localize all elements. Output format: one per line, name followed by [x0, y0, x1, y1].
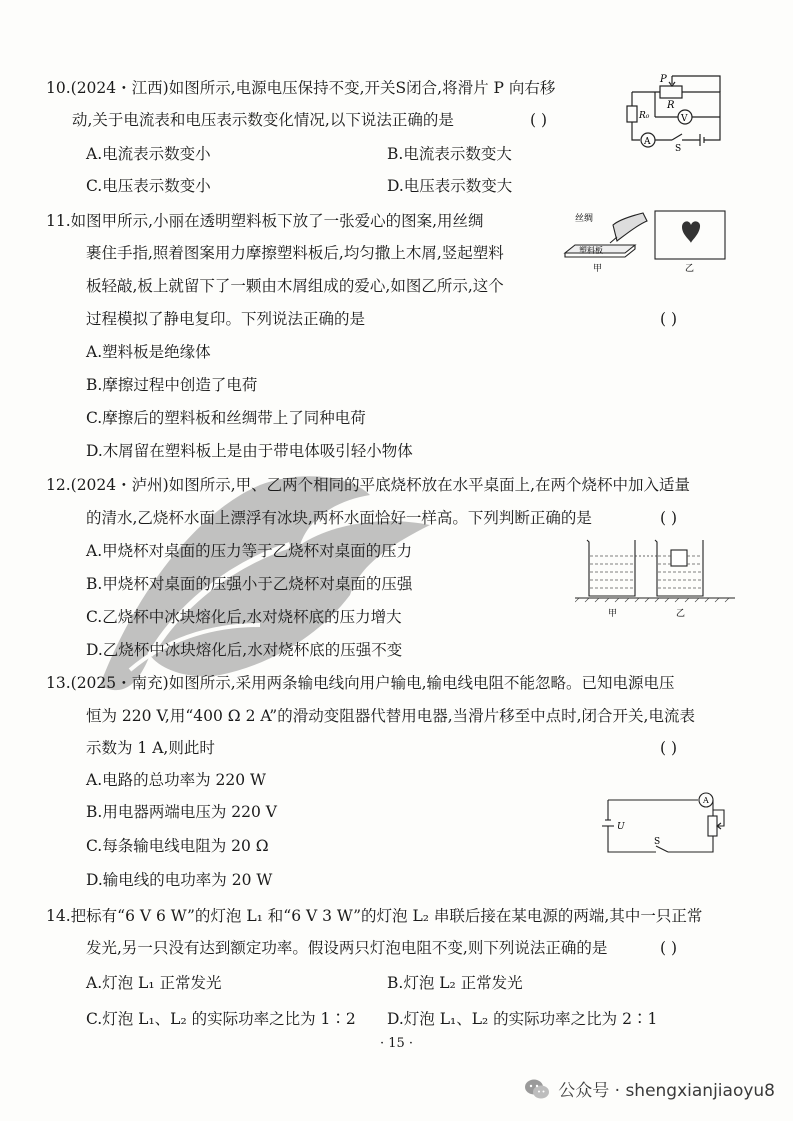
q13-option-c: C.每条输电线电阻为 20 Ω: [86, 837, 269, 855]
q11-stem-line2: 裹住手指,照着图案用力摩擦塑料板后,均匀撒上木屑,竖起塑料: [86, 244, 504, 262]
q11-option-a: A.塑料板是绝缘体: [86, 343, 211, 361]
q11-stem-line1: 11.如图甲所示,小丽在透明塑料板下放了一张爱心的图案,用丝绸: [46, 212, 484, 230]
q10-fig-p-label: P: [660, 74, 667, 85]
q10-option-a: A.电流表示数变小: [86, 145, 211, 163]
q14-option-a: A.灯泡 L₁ 正常发光: [86, 974, 222, 992]
q10-option-d: D.电压表示数变大: [387, 177, 513, 195]
q11-fig-jia-label: 甲: [593, 264, 603, 274]
q14-stem-line1: 14.把标有“6 V 6 W”的灯泡 L₁ 和“6 V 3 W”的灯泡 L₂ 串联后接在某电源的两端,其中一只正常: [46, 907, 703, 925]
q13-stem-line1: 13.(2025・南充)如图所示,采用两条输电线向用户输电,输电线电阻不能忽略。已知电源电压: [46, 674, 675, 692]
q12-option-d: D.乙烧杯中冰块熔化后,水对烧杯底的压强不变: [86, 641, 403, 659]
q10-fig-r-label: R: [667, 100, 675, 111]
page-number: · 15 ·: [379, 1036, 414, 1051]
q10-fig-switch-label: S: [675, 144, 682, 152]
q11-option-b: B.摩擦过程中创造了电荷: [86, 376, 258, 394]
q12-answer-paren: ( ): [660, 509, 678, 527]
q14-option-d: D.灯泡 L₁、L₂ 的实际功率之比为 2∶1: [387, 1010, 658, 1028]
footer-text: 公众号 · shengxianjiaoyu8: [558, 1081, 775, 1101]
q11-fig-board-label: 塑料板: [579, 246, 603, 255]
q11-stem-line3: 板轻敲,板上就留下了一颗由木屑组成的爱心,如图乙所示,这个: [86, 277, 504, 295]
q13-fig-u-label: U: [617, 822, 625, 832]
q11-fig-yi-label: 乙: [685, 264, 695, 274]
q10-answer-paren: ( ): [530, 111, 548, 129]
q11-fig-silk-label: 丝绸: [575, 214, 594, 224]
q13-circuit-figure: [598, 792, 728, 858]
q13-fig-ammeter-label: A: [703, 796, 709, 805]
q10-stem-line1: 10.(2024・江西)如图所示,电源电压保持不变,开关S闭合,将滑片 P 向右移: [46, 79, 556, 97]
q12-option-a: A.甲烧杯对桌面的压力等于乙烧杯对桌面的压力: [86, 542, 413, 560]
wechat-icon: [524, 1078, 550, 1100]
q11-option-c: C.摩擦后的塑料板和丝绸带上了同种电荷: [86, 409, 366, 427]
q13-stem-line3: 示数为 1 A,则此时: [86, 739, 215, 757]
q12-option-c: C.乙烧杯中冰块熔化后,水对烧杯底的压力增大: [86, 608, 402, 626]
q10-stem-line2: 动,关于电流表和电压表示数变化情况,以下说法正确的是: [72, 111, 454, 129]
q14-option-c: C.灯泡 L₁、L₂ 的实际功率之比为 1∶2: [86, 1010, 356, 1028]
q10-fig-r0-label: R₀: [639, 111, 650, 121]
q13-option-d: D.输电线的电功率为 20 W: [86, 871, 273, 889]
q10-circuit-figure: [620, 72, 735, 152]
q12-fig-jia-label: 甲: [608, 609, 618, 619]
q11-figure: [555, 205, 735, 285]
q12-stem-line1: 12.(2024・泸州)如图所示,甲、乙两个相同的平底烧杯放在水平桌面上,在两个烧杯中加入适量: [46, 476, 691, 494]
q13-option-b: B.用电器两端电压为 220 V: [86, 803, 277, 821]
q10-fig-ammeter-label: A: [644, 137, 651, 147]
q10-option-b: B.电流表示数变大: [387, 145, 512, 163]
q11-stem-line4: 过程模拟了静电复印。下列说法正确的是: [86, 310, 366, 328]
q12-option-b: B.甲烧杯对桌面的压强小于乙烧杯对桌面的压强: [86, 575, 413, 593]
q13-answer-paren: ( ): [660, 739, 678, 757]
footer-wechat-account: [524, 1076, 775, 1101]
q13-option-a: A.电路的总功率为 220 W: [86, 771, 266, 789]
q12-fig-yi-label: 乙: [676, 609, 686, 619]
q14-answer-paren: ( ): [660, 939, 678, 957]
q11-option-d: D.木屑留在塑料板上是由于带电体吸引轻小物体: [86, 442, 413, 460]
q12-beakers-figure: [575, 536, 735, 620]
q11-answer-paren: ( ): [660, 310, 678, 328]
q13-fig-switch-label: S: [654, 837, 661, 847]
q12-stem-line2: 的清水,乙烧杯水面上漂浮有冰块,两杯水面恰好一样高。下列判断正确的是: [86, 509, 592, 527]
q10-fig-voltmeter-label: V: [681, 114, 688, 124]
q10-option-c: C.电压表示数变小: [86, 177, 211, 195]
q14-stem-line2: 发光,另一只没有达到额定功率。假设两只灯泡电阻不变,则下列说法正确的是: [86, 939, 608, 957]
q13-stem-line2: 恒为 220 V,用“400 Ω 2 A”的滑动变阻器代替用电器,当滑片移至中点时,闭合开关,电流表: [86, 707, 695, 725]
q14-option-b: B.灯泡 L₂ 正常发光: [387, 974, 523, 992]
